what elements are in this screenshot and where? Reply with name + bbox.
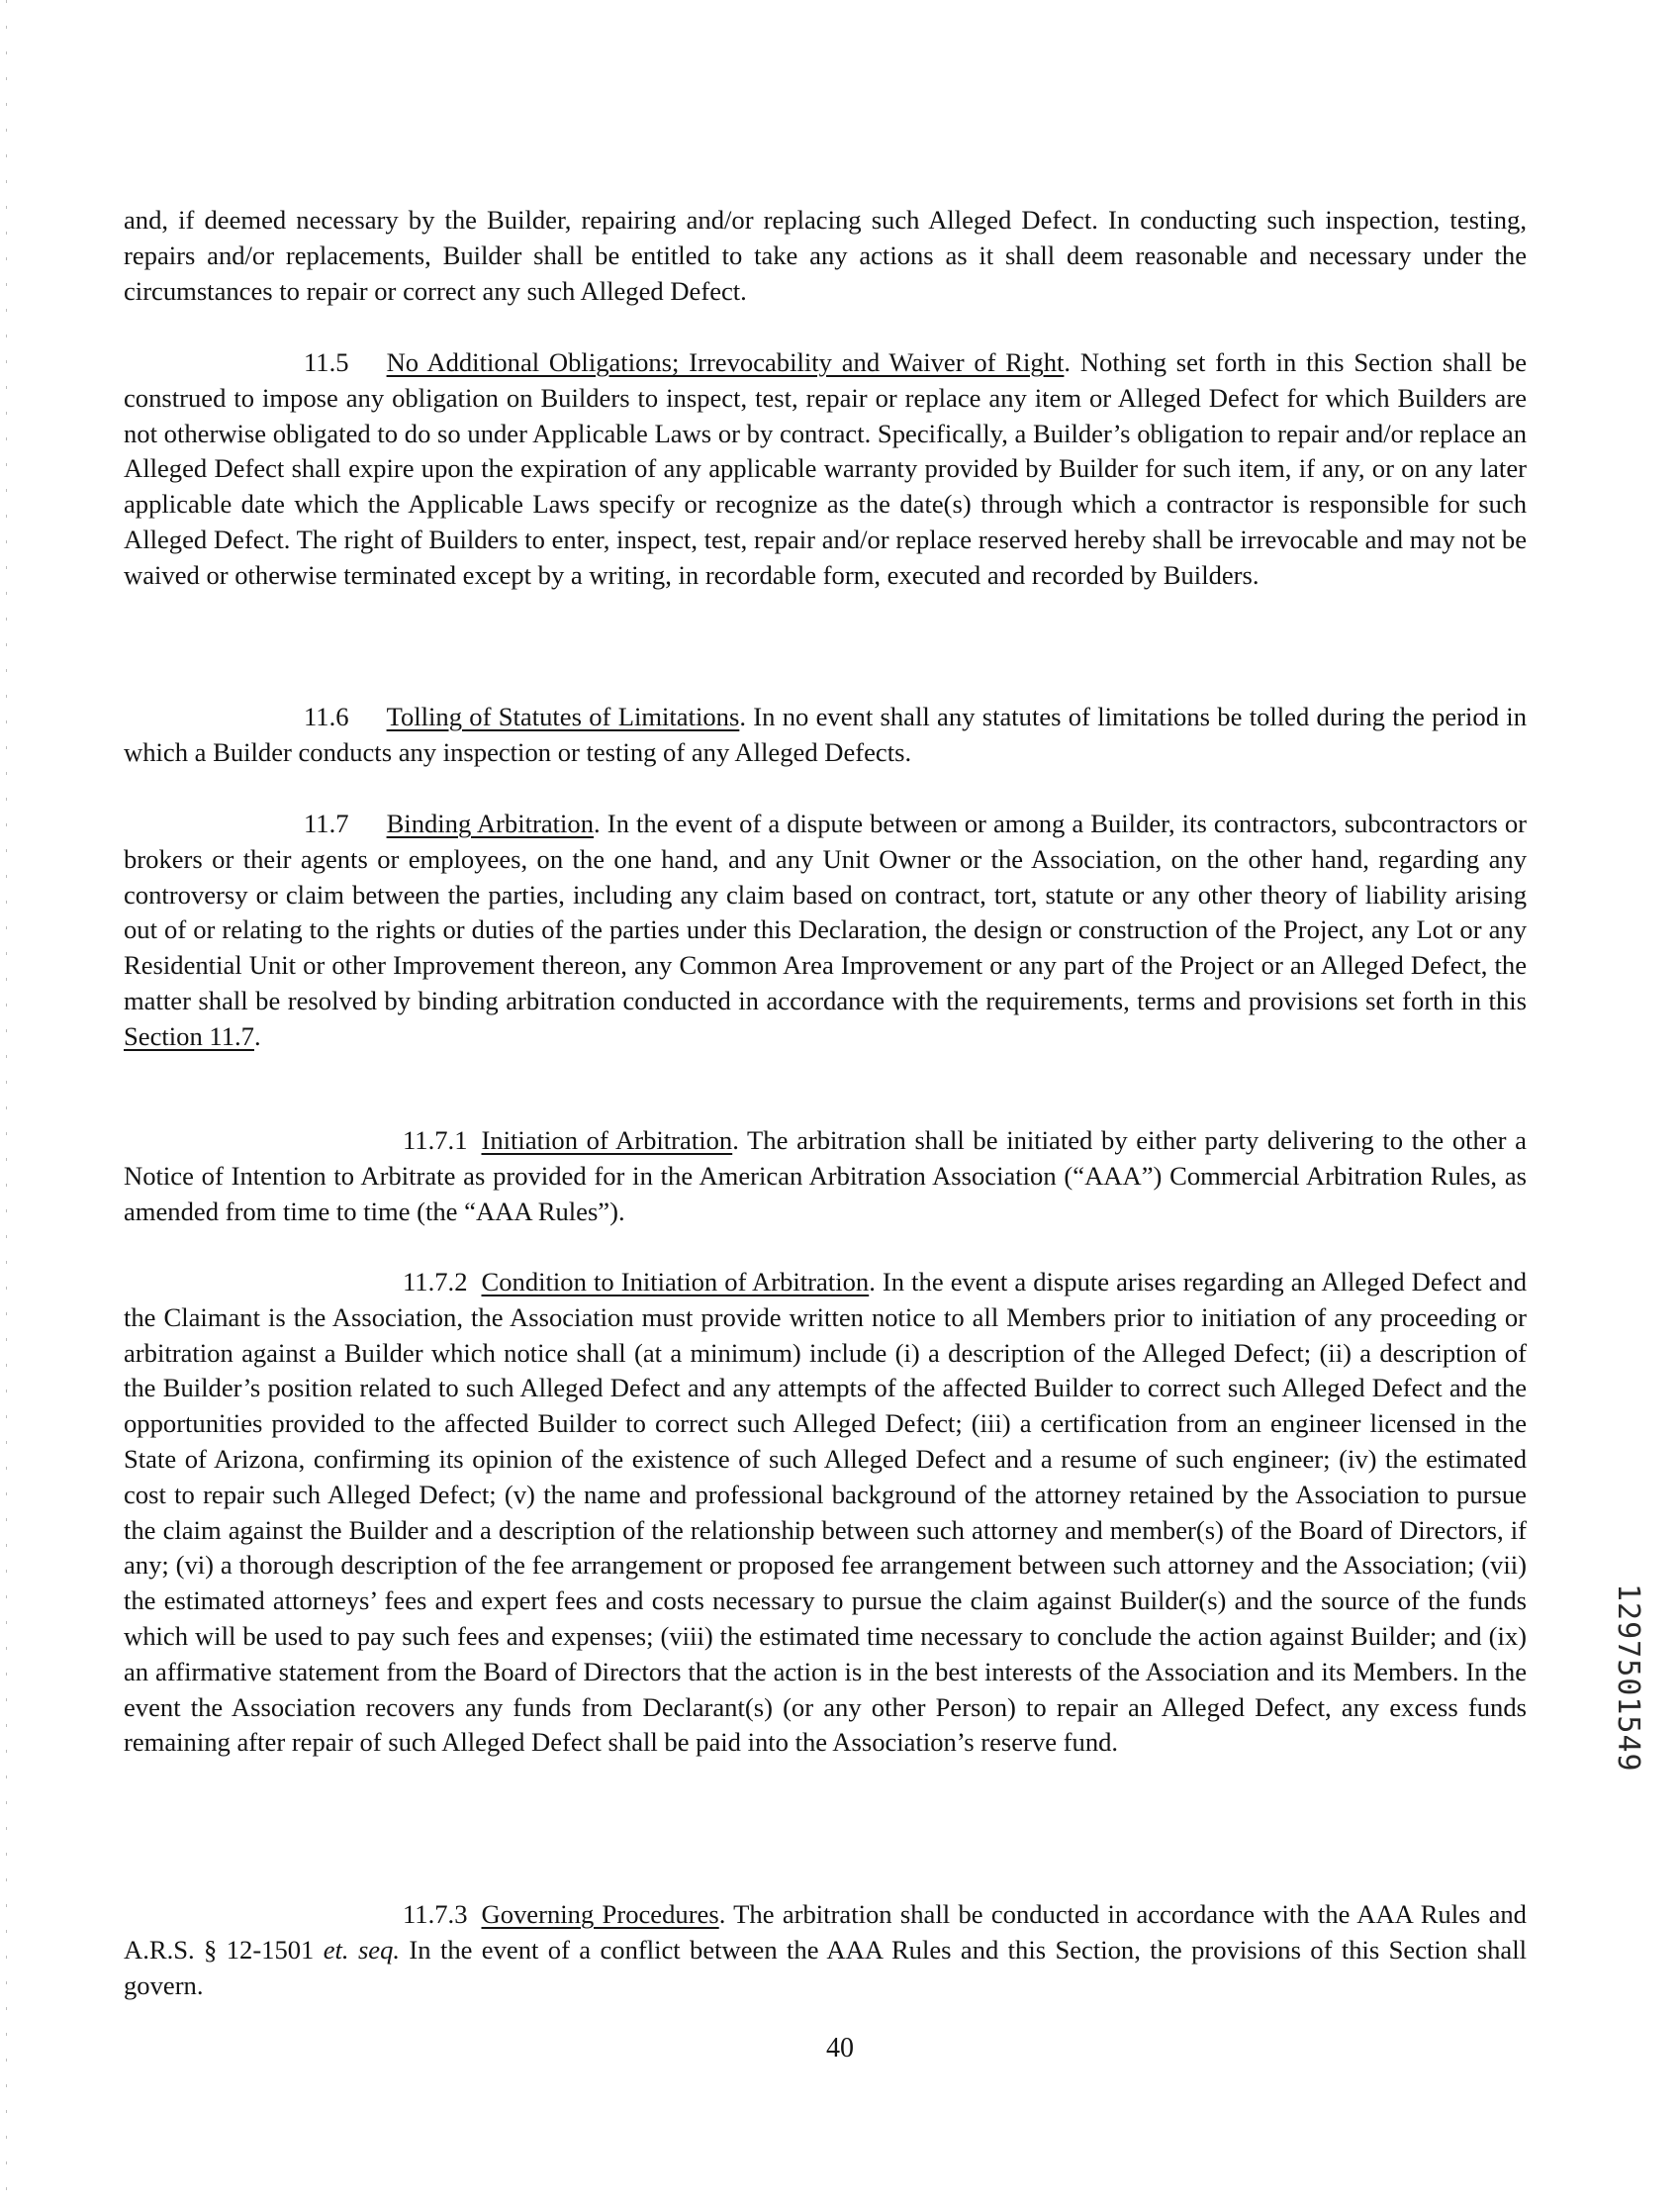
section-number: 11.6	[304, 702, 349, 731]
section-11-7-3: 11.7.3 Governing Procedures. The arbitration shall be conducted in accordance with the AAA Rules and A.R.S. § 12-1501 et. seq. In the event of a conflict between the AAA Rules and this Section, the provisions of this Section shall govern.	[124, 1899, 1527, 2000]
section-11-7-2: 11.7.2 Condition to Initiation of Arbitration. In the event a dispute arises regarding an Alleged Defect and the Claimant is the Association, the Association must provide written notice to all Members prior to initiation of any proceeding or arbitration against a Builder which notice shall (at a minimum) include (i) a description of the Alleged Defect; (ii) a description of the Builder’s position related to such Alleged Defect and any attempts of the affected Builder to correct such Alleged Defect and the opportunities provided to the affected Builder to correct such Alleged Defect; (iii) a certification from an engineer licensed in the State of Arizona, confirming its opinion of the existence of such Alleged Defect and a resume of such engineer; (iv) the estimated cost to repair such Alleged Defect; (v) the name and professional background of the attorney retained by the Association to pursue the claim against the Builder and a description of the relationship between such attorney and member(s) of the Board of Directors, if any; (vi) a thorough description of the fee arrangement or proposed fee arrangement between such attorney and the Association; (vii) the estimated attorneys’ fees and expert fees and costs necessary to pursue the claim against Builder(s) and the source of the funds which will be used to pay such fees and expenses; (viii) the estimated time necessary to conclude the action against Builder; and (ix) an affirmative statement from the Board of Directors that the action is in the best interests of the Association and its Members. In the event the Association recovers any funds from Declarant(s) (or any other Person) to repair an Alleged Defect, any excess funds remaining after repair of such Alleged Defect shall be paid into the Association’s reserve fund.	[124, 1267, 1527, 1758]
section-number: 11.7.2	[403, 1267, 468, 1296]
scan-edge-artifact	[6, 0, 7, 2207]
recording-number-stamp: 1297501549	[1611, 1583, 1645, 1773]
page-number: 40	[826, 2033, 854, 2063]
paragraph-intro: and, if deemed necessary by the Builder, repairing and/or replacing such Alleged Defect. In conducting such inspection, testing, repairs and/or replacements, Builder shall be entitled to take any actions as it shall deem reasonable and necessary under the circumstances to repair or correct any such Alleged Defect.	[124, 205, 1527, 306]
section-heading: Initiation of Arbitration	[481, 1125, 733, 1155]
latin-term: et. seq.	[323, 1934, 401, 1965]
section-number: 11.7.3	[403, 1899, 468, 1929]
section-11-6: 11.6 Tolling of Statutes of Limitations. In no event shall any statutes of limitations be tolled during the period in which a Builder conducts any inspection or testing of any Alleged Defects.	[124, 702, 1527, 767]
section-11-5: 11.5 No Additional Obligations; Irrevocability and Waiver of Right. Nothing set forth in this Section shall be construed to impose any obligation on Builders to inspect, test, repair or replace any item or Alleged Defect for which Builders are not otherwise obligated to do so under Applicable Laws or by contract. Specifically, a Builder’s obligation to repair and/or replace an Alleged Defect shall expire upon the expiration of any applicable warranty provided by Builder for such item, if any, or on any later applicable date which the Applicable Laws specify or recognize as the date(s) through which a contractor is responsible for such Alleged Defect. The right of Builders to enter, inspect, test, repair and/or replace reserved hereby shall be irrevocable and may not be waived or otherwise terminated except by a writing, in recordable form, executed and recorded by Builders.	[124, 347, 1527, 590]
section-11-7: 11.7 Binding Arbitration. In the event of a dispute between or among a Builder, its contractors, subcontractors or brokers or their agents or employees, on the one hand, and any Unit Owner or the Association, on the other hand, regarding any controversy or claim between the parties, including any claim based on contract, tort, statute or any other theory of liability arising out of or relating to the rights or duties of the parties under this Declaration, the design or construction of the Project, any Lot or any Residential Unit or other Improvement thereon, any Common Area Improvement or any part of the Project or an Alleged Defect, the matter shall be resolved by binding arbitration conducted in accordance with the requirements, terms and provisions set forth in this Section 11.7.	[124, 809, 1527, 1051]
section-heading: Tolling of Statutes of Limitations	[386, 702, 740, 731]
section-heading: Binding Arbitration	[386, 809, 595, 838]
section-number: 11.5	[304, 347, 349, 377]
section-reference: Section 11.7	[124, 1020, 254, 1051]
section-number: 11.7.1	[403, 1125, 468, 1155]
section-heading: No Additional Obligations; Irrevocability and Waiver of Right	[386, 347, 1065, 377]
section-11-7-1: 11.7.1 Initiation of Arbitration. The arbitration shall be initiated by either party delivering to the other a Notice of Intention to Arbitrate as provided for in the American Arbitration Association (“AAA”) Commercial Arbitration Rules, as amended from time to time (the “AAA Rules”).	[124, 1125, 1527, 1226]
section-heading: Condition to Initiation of Arbitration	[481, 1267, 870, 1296]
section-number: 11.7	[304, 809, 349, 838]
section-heading: Governing Procedures	[481, 1899, 719, 1929]
